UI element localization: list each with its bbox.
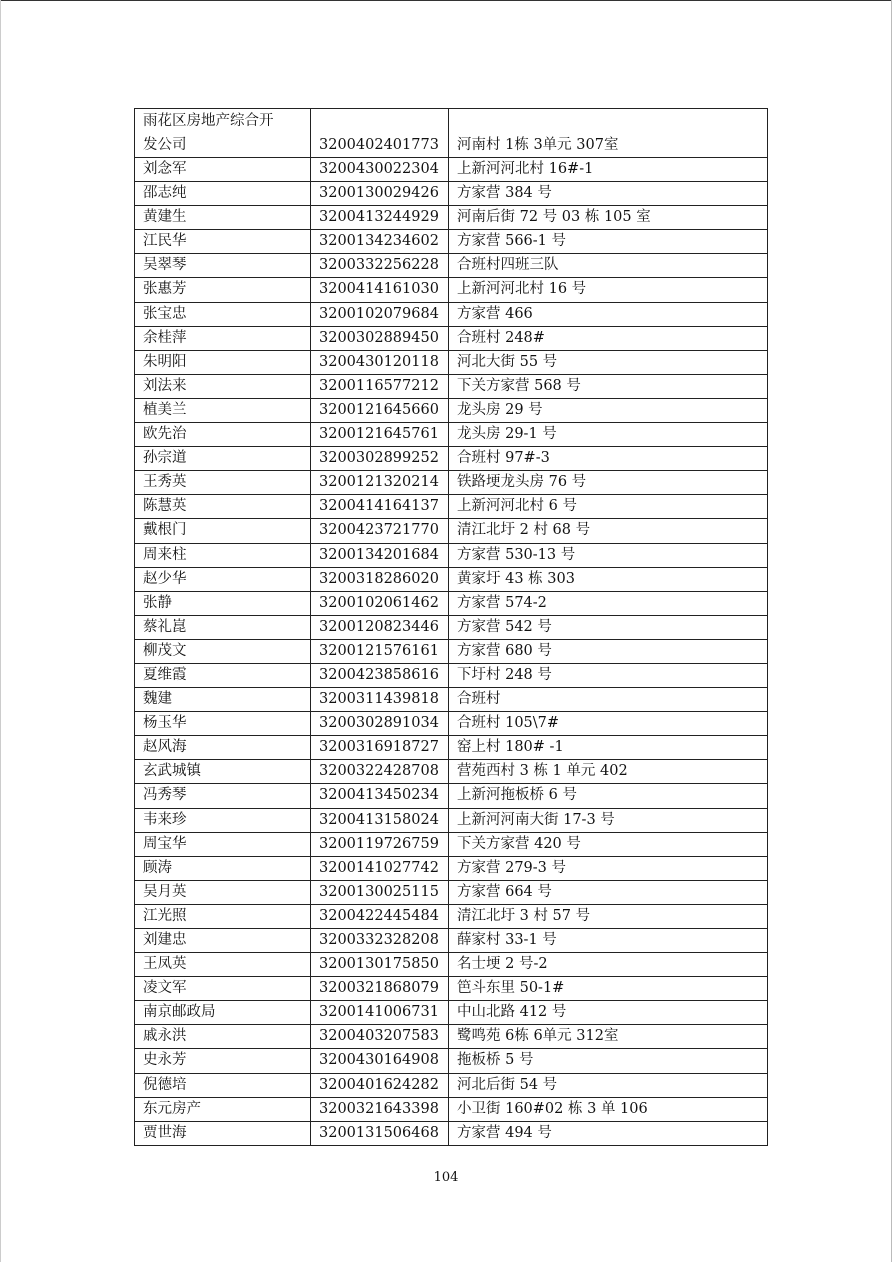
id-cell: 3200413244929 (311, 206, 449, 230)
name-cell: 朱明阳 (135, 350, 311, 374)
address-cell: 龙头房 29-1 号 (449, 423, 768, 447)
table-row (135, 471, 768, 495)
id-cell: 3200430022304 (311, 158, 449, 182)
name-cell: 戴根门 (135, 519, 311, 543)
id-cell: 3200321643398 (311, 1097, 449, 1121)
table-row (135, 639, 768, 663)
table-row (135, 206, 768, 230)
id-cell: 3200403207583 (311, 1025, 449, 1049)
address-cell: 河南后街 72 号 03 栋 105 室 (449, 206, 768, 230)
address-cell: 方家营 664 号 (449, 880, 768, 904)
id-cell: 3200413158024 (311, 808, 449, 832)
table-row (135, 495, 768, 519)
table-row (135, 615, 768, 639)
address-cell: 名士埂 2 号-2 (449, 953, 768, 977)
table-row (135, 326, 768, 350)
table-row (135, 977, 768, 1001)
id-cell: 3200131506468 (311, 1121, 449, 1145)
table-row (135, 1121, 768, 1145)
name-cell: 杨玉华 (135, 712, 311, 736)
name-cell: 赵少华 (135, 567, 311, 591)
id-cell: 3200302899252 (311, 447, 449, 471)
id-cell: 3200322428708 (311, 760, 449, 784)
address-cell: 上新河河南大街 17-3 号 (449, 808, 768, 832)
name-cell: 夏维霞 (135, 663, 311, 687)
table-row (135, 808, 768, 832)
table-row (135, 953, 768, 977)
id-cell: 3200332256228 (311, 254, 449, 278)
table-row (135, 567, 768, 591)
address-cell: 上新河河北村 16#-1 (449, 158, 768, 182)
address-cell: 中山北路 412 号 (449, 1001, 768, 1025)
table-row (135, 736, 768, 760)
address-cell: 营苑西村 3 栋 1 单元 402 (449, 760, 768, 784)
table-row (135, 278, 768, 302)
table-row (135, 254, 768, 278)
table-row (135, 856, 768, 880)
name-cell: 刘建忠 (135, 929, 311, 953)
address-cell: 小卫街 160#02 栋 3 单 106 (449, 1097, 768, 1121)
address-cell: 河北大街 55 号 (449, 350, 768, 374)
records-table (134, 108, 768, 1146)
address-cell: 下关方家营 420 号 (449, 832, 768, 856)
id-cell: 3200116577212 (311, 374, 449, 398)
table-row (135, 374, 768, 398)
id-cell: 3200141006731 (311, 1001, 449, 1025)
table-row (135, 1097, 768, 1121)
name-cell: 玄武城镇 (135, 760, 311, 784)
name-cell: 孙宗道 (135, 447, 311, 471)
address-cell: 上新河河北村 16 号 (449, 278, 768, 302)
records-table-body (135, 109, 768, 1146)
id-cell: 3200321868079 (311, 977, 449, 1001)
name-cell: 贾世海 (135, 1121, 311, 1145)
name-cell: 王秀英 (135, 471, 311, 495)
address-cell: 鹭鸣苑 6栋 6单元 312室 (449, 1025, 768, 1049)
id-cell: 3200302891034 (311, 712, 449, 736)
table-row (135, 158, 768, 182)
table-row (135, 784, 768, 808)
id-cell: 3200413450234 (311, 784, 449, 808)
name-line: 雨花区房地产综合开 (143, 113, 274, 129)
name-cell: 吴月英 (135, 880, 311, 904)
table-row (135, 880, 768, 904)
name-cell: 戚永洪 (135, 1025, 311, 1049)
id-cell: 3200121576161 (311, 639, 449, 663)
address-cell: 方家营 384 号 (449, 182, 768, 206)
table-row (135, 663, 768, 687)
name-cell: 余桂萍 (135, 326, 311, 350)
address-cell: 河南村 1栋 3单元 307室 (449, 109, 768, 158)
address-cell: 铁路埂龙头房 76 号 (449, 471, 768, 495)
id-cell: 3200430164908 (311, 1049, 449, 1073)
table-row (135, 712, 768, 736)
table-row (135, 423, 768, 447)
table-row (135, 182, 768, 206)
table-row (135, 904, 768, 928)
id-cell: 3200130029426 (311, 182, 449, 206)
name-cell: 欧先治 (135, 423, 311, 447)
id-cell: 3200120823446 (311, 615, 449, 639)
name-cell: 吴翠琴 (135, 254, 311, 278)
name-cell: 邵志纯 (135, 182, 311, 206)
name-cell: 周宝华 (135, 832, 311, 856)
address-cell: 下关方家营 568 号 (449, 374, 768, 398)
id-cell: 3200302889450 (311, 326, 449, 350)
id-cell: 3200422445484 (311, 904, 449, 928)
address-cell: 河北后街 54 号 (449, 1073, 768, 1097)
page-top-border (0, 0, 892, 1)
address-cell: 笆斗东里 50-1# (449, 977, 768, 1001)
id-cell: 3200430120118 (311, 350, 449, 374)
name-cell: 张惠芳 (135, 278, 311, 302)
address-cell: 方家营 566-1 号 (449, 230, 768, 254)
id-cell: 3200121645761 (311, 423, 449, 447)
address-cell: 窑上村 180# -1 (449, 736, 768, 760)
address-cell: 清江北圩 2 村 68 号 (449, 519, 768, 543)
table-row (135, 929, 768, 953)
name-cell: 张静 (135, 591, 311, 615)
name-cell: 南京邮政局 (135, 1001, 311, 1025)
id-cell: 3200134234602 (311, 230, 449, 254)
name-cell (135, 109, 311, 158)
address-cell: 方家营 279-3 号 (449, 856, 768, 880)
id-cell: 3200141027742 (311, 856, 449, 880)
address-cell: 龙头房 29 号 (449, 398, 768, 422)
id-cell: 3200402401773 (311, 109, 449, 158)
name-line: 发公司 (143, 137, 187, 153)
address-cell: 拖板桥 5 号 (449, 1049, 768, 1073)
page-number: 104 (433, 1170, 459, 1185)
name-cell: 江光照 (135, 904, 311, 928)
name-cell: 江民华 (135, 230, 311, 254)
id-cell: 3200401624282 (311, 1073, 449, 1097)
id-cell: 3200332328208 (311, 929, 449, 953)
address-cell: 方家营 494 号 (449, 1121, 768, 1145)
name-cell: 刘念军 (135, 158, 311, 182)
name-cell: 刘法来 (135, 374, 311, 398)
table-row (135, 1049, 768, 1073)
address-cell: 下圩村 248 号 (449, 663, 768, 687)
name-cell: 凌文军 (135, 977, 311, 1001)
table-row (135, 302, 768, 326)
page-left-border (0, 0, 1, 1262)
id-cell: 3200318286020 (311, 567, 449, 591)
table-row (135, 1073, 768, 1097)
name-cell: 柳茂文 (135, 639, 311, 663)
id-cell: 3200119726759 (311, 832, 449, 856)
address-cell: 方家营 530-13 号 (449, 543, 768, 567)
name-cell: 陈慧英 (135, 495, 311, 519)
address-cell: 上新河河北村 6 号 (449, 495, 768, 519)
id-cell: 3200102079684 (311, 302, 449, 326)
name-cell: 王凤英 (135, 953, 311, 977)
address-cell: 上新河拖板桥 6 号 (449, 784, 768, 808)
id-cell: 3200121645660 (311, 398, 449, 422)
table-row (135, 688, 768, 712)
table-row (135, 350, 768, 374)
address-cell: 方家营 542 号 (449, 615, 768, 639)
address-cell: 合班村 248# (449, 326, 768, 350)
address-cell: 合班村 97#-3 (449, 447, 768, 471)
table-row (135, 1001, 768, 1025)
address-cell: 薛家村 33-1 号 (449, 929, 768, 953)
table-row (135, 519, 768, 543)
address-cell: 合班村 105\7# (449, 712, 768, 736)
id-cell: 3200130175850 (311, 953, 449, 977)
address-cell: 方家营 466 (449, 302, 768, 326)
address-cell: 合班村四班三队 (449, 254, 768, 278)
id-cell: 3200134201684 (311, 543, 449, 567)
name-cell: 韦来珍 (135, 808, 311, 832)
id-cell: 3200130025115 (311, 880, 449, 904)
id-cell: 3200423721770 (311, 519, 449, 543)
name-cell: 史永芳 (135, 1049, 311, 1073)
name-cell: 蔡礼崑 (135, 615, 311, 639)
id-cell: 3200423858616 (311, 663, 449, 687)
name-cell: 植美兰 (135, 398, 311, 422)
table-row (135, 760, 768, 784)
table-row (135, 447, 768, 471)
address-cell: 方家营 680 号 (449, 639, 768, 663)
address-cell: 清江北圩 3 村 57 号 (449, 904, 768, 928)
address-cell: 黄家圩 43 栋 303 (449, 567, 768, 591)
address-cell: 方家营 574-2 (449, 591, 768, 615)
name-cell: 倪德培 (135, 1073, 311, 1097)
id-cell: 3200414161030 (311, 278, 449, 302)
table-row (135, 230, 768, 254)
id-cell: 3200316918727 (311, 736, 449, 760)
table-row (135, 832, 768, 856)
name-cell: 顾涛 (135, 856, 311, 880)
address-cell: 合班村 (449, 688, 768, 712)
table-row (135, 543, 768, 567)
name-cell: 东元房产 (135, 1097, 311, 1121)
table-row (135, 1025, 768, 1049)
id-cell: 3200121320214 (311, 471, 449, 495)
table-row (135, 398, 768, 422)
id-cell: 3200102061462 (311, 591, 449, 615)
name-cell: 冯秀琴 (135, 784, 311, 808)
name-cell: 黄建生 (135, 206, 311, 230)
table-row (135, 591, 768, 615)
name-cell: 周来柱 (135, 543, 311, 567)
name-cell: 张宝忠 (135, 302, 311, 326)
name-cell: 魏建 (135, 688, 311, 712)
id-cell: 3200311439818 (311, 688, 449, 712)
table-row (135, 109, 768, 158)
id-cell: 3200414164137 (311, 495, 449, 519)
name-cell: 赵风海 (135, 736, 311, 760)
